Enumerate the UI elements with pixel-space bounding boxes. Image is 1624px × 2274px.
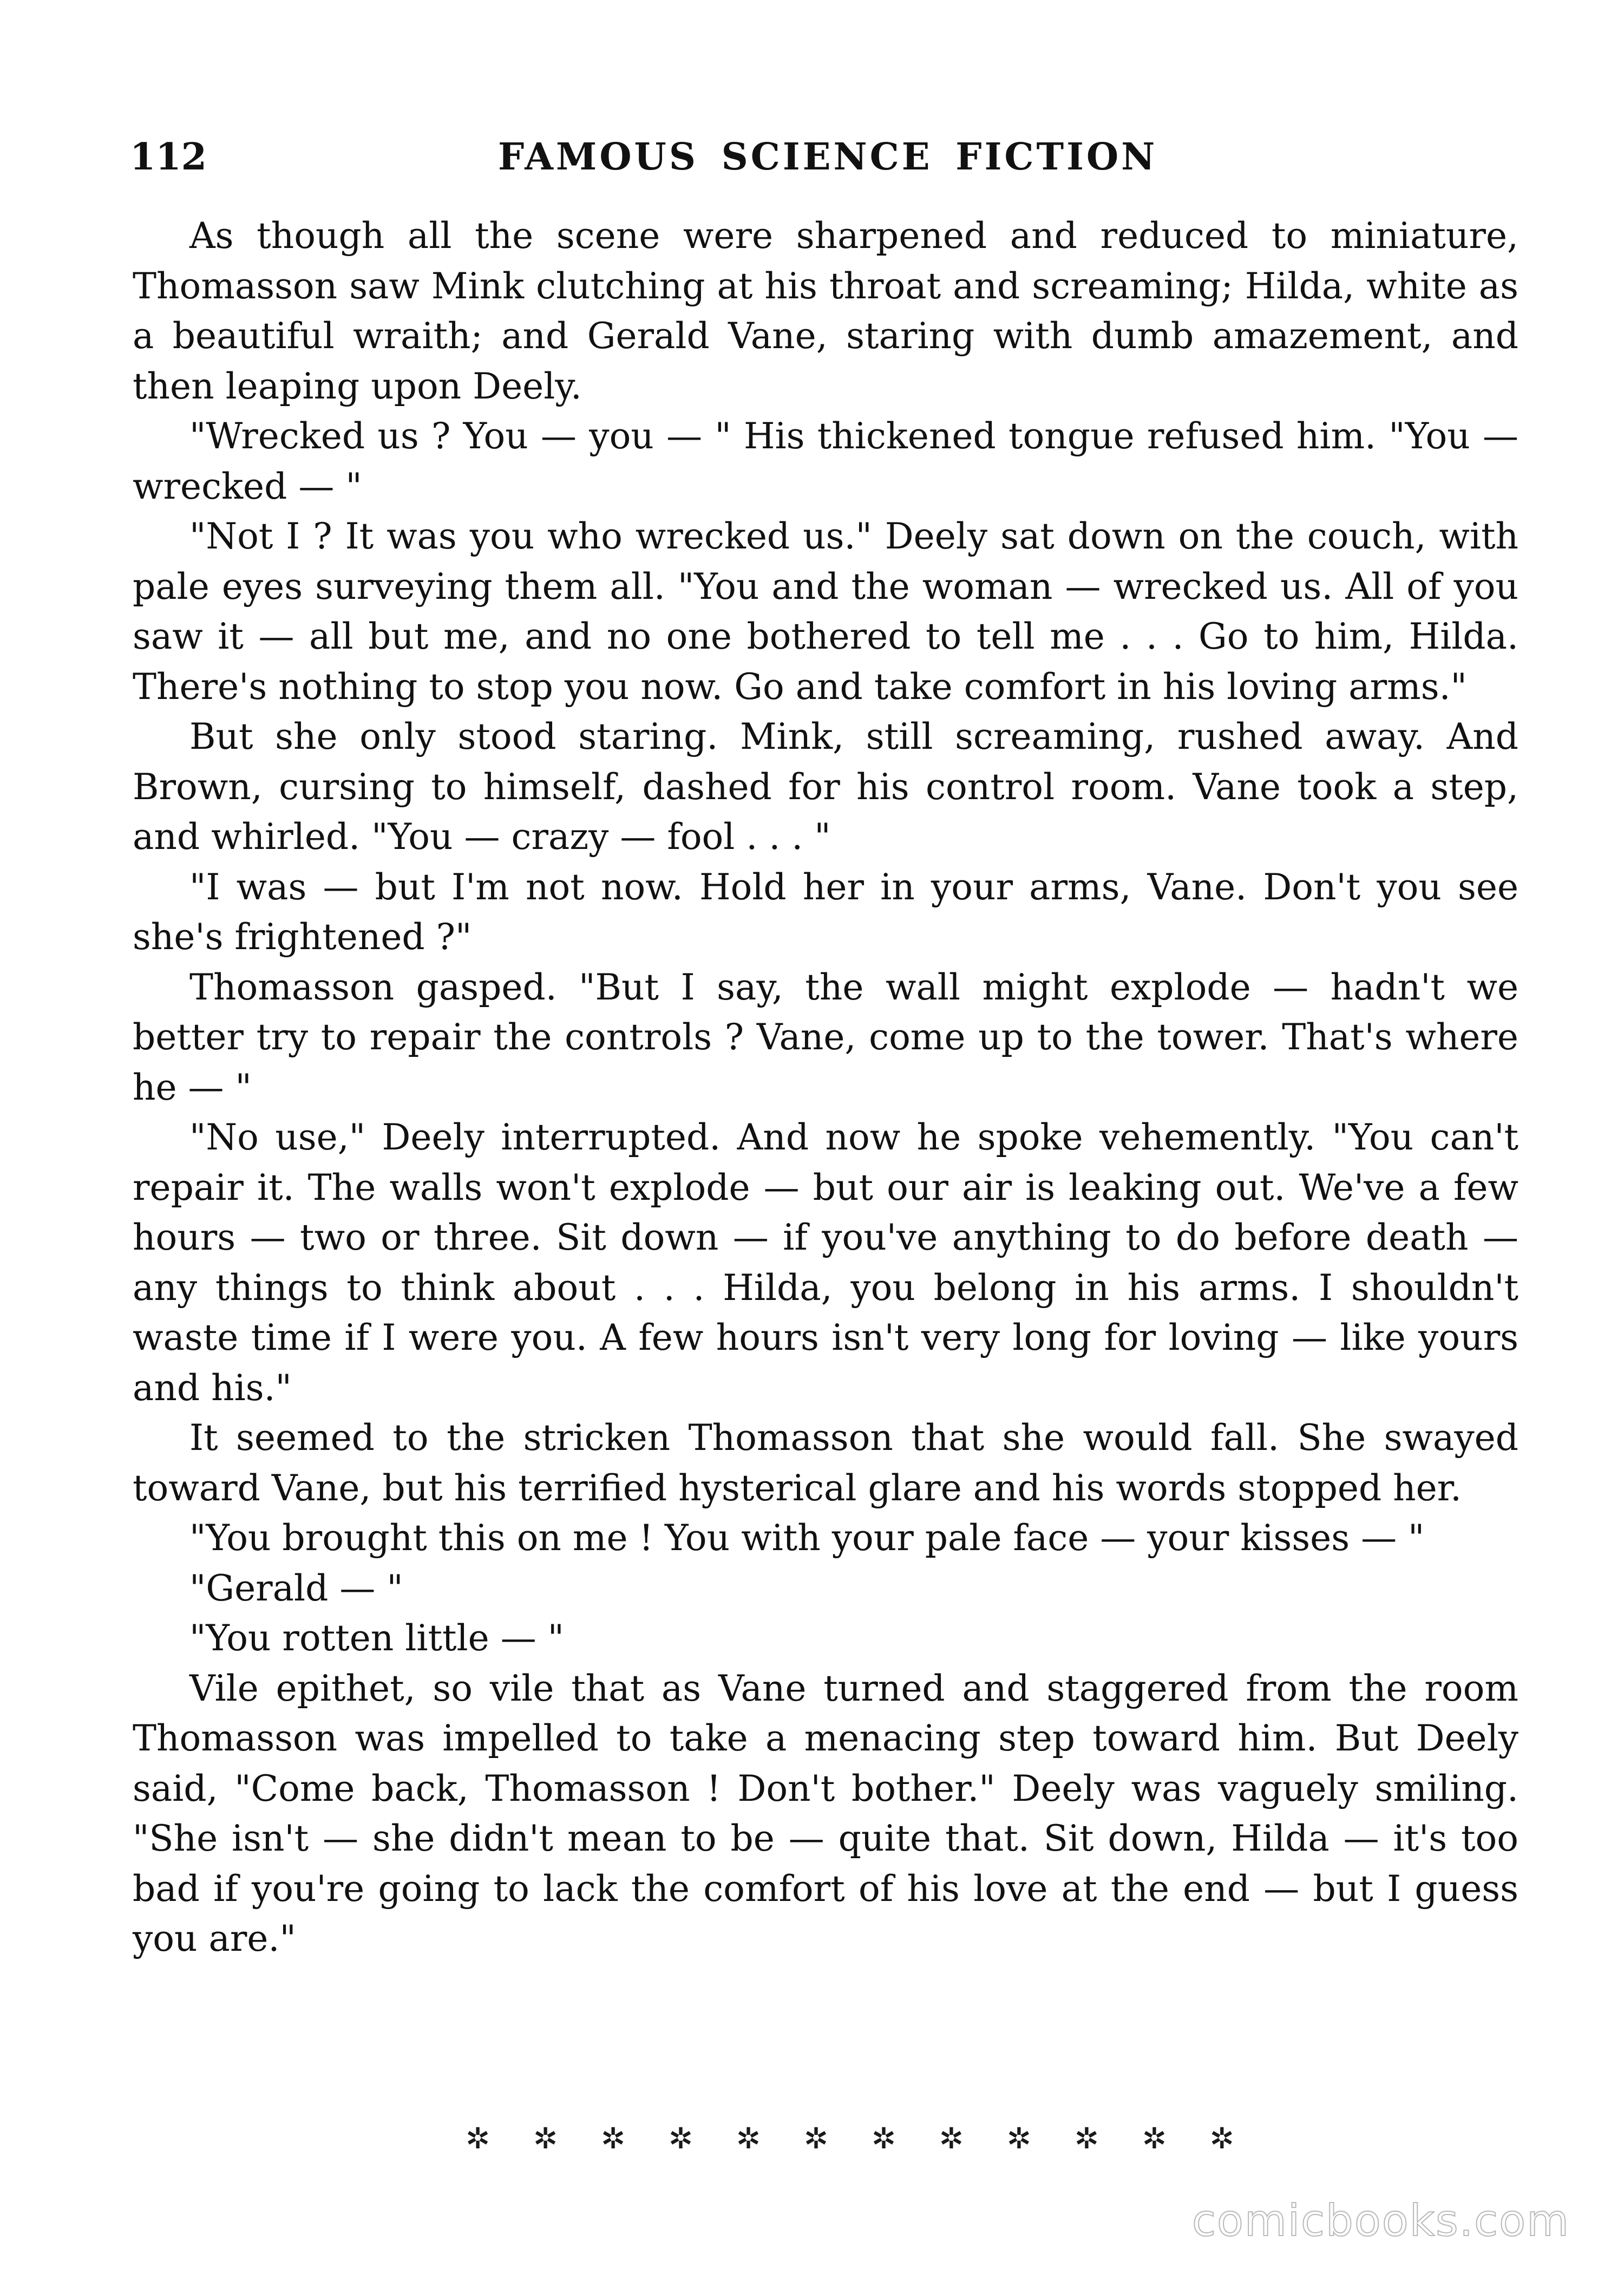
paragraph: "I was — but I'm not now. Hold her in your arms, Vane. Don't you see she's frightened ?" — [133, 866, 1518, 958]
divider-star-icon: ✲ — [1006, 2121, 1031, 2155]
divider-star-icon: ✲ — [939, 2121, 964, 2155]
paragraph: "You brought this on me ! You with your pale face — your kisses — " — [189, 1517, 1425, 1559]
paragraph: "No use," Deely interrupted. And now he spoke vehemently. "You can't repair it. The walls won't explode — but our air is leaking out. We've a few hours — two or three. Sit down — if you've anything to do before death — any things to think about . . . Hilda, you belong in his arms. I shouldn't waste time if I were you. A few hours isn't very long for loving — like yours and his." — [133, 1116, 1518, 1409]
paragraph: Vile epithet, so vile that as Vane turned and staggered from the room Thomasson was impelled to take a menacing step toward him. But Deely said, "Come back, Thomasson ! Don't bother." Deely was vaguely smiling. "She isn't — she didn't mean to be — quite that. Sit down, Hilda — it's too bad if you're going to lack the comfort of his love at the end — but I guess you are." — [133, 1667, 1518, 1959]
paragraph: "You rotten little — " — [189, 1617, 565, 1659]
divider-star-icon: ✲ — [736, 2121, 761, 2155]
story-text — [133, 211, 1518, 1964]
section-divider — [466, 2120, 1234, 2158]
divider-star-icon: ✲ — [668, 2121, 693, 2155]
divider-star-icon: ✲ — [533, 2121, 558, 2155]
divider-star-icon: ✲ — [466, 2121, 490, 2155]
paragraph: But she only stood staring. Mink, still screaming, rushed away. And Brown, cursing to himself, dashed for his control room. Vane took a step, and whirled. "You — crazy — fool . . . " — [133, 716, 1518, 858]
divider-star-icon: ✲ — [1209, 2121, 1234, 2155]
divider-star-icon: ✲ — [600, 2121, 626, 2155]
divider-star-icon: ✲ — [871, 2121, 896, 2155]
page-header — [130, 133, 1516, 181]
divider-star-icon: ✲ — [1142, 2121, 1167, 2155]
paragraph: "Wrecked us ? You — you — " His thickened tongue refused him. "You — wrecked — " — [133, 415, 1518, 507]
paragraph: Thomasson gasped. "But I say, the wall might explode — hadn't we better try to repair the controls ? Vane, come up to the tower. That's where he — " — [133, 966, 1518, 1108]
divider-star-icon: ✲ — [803, 2121, 829, 2155]
watermark-logo: comicbooks.com — [1191, 2195, 1570, 2246]
paragraph: "Not I ? It was you who wrecked us." Deely sat down on the couch, with pale eyes surveying them all. "You and the woman — wrecked us. All of you saw it — all but me, and no one bothered to tell me . . . Go to him, Hilda. There's nothing to stop you now. Go and take comfort in his loving arms." — [133, 515, 1518, 708]
running-title: FAMOUS SCIENCE FICTION — [498, 135, 1158, 179]
paragraph: "Gerald — " — [189, 1567, 403, 1609]
divider-star-icon: ✲ — [1074, 2121, 1099, 2155]
page-number: 112 — [130, 135, 207, 179]
paragraph: As though all the scene were sharpened and reduced to miniature, Thomasson saw Mink clutching at his throat and screaming; Hilda, white as a beautiful wraith; and Gerald Vane, staring with dumb amazement, and then leaping upon Deely. — [133, 215, 1518, 407]
paragraph: It seemed to the stricken Thomasson that she would fall. She swayed toward Vane, but his terrified hysterical glare and his words stopped her. — [133, 1417, 1518, 1509]
